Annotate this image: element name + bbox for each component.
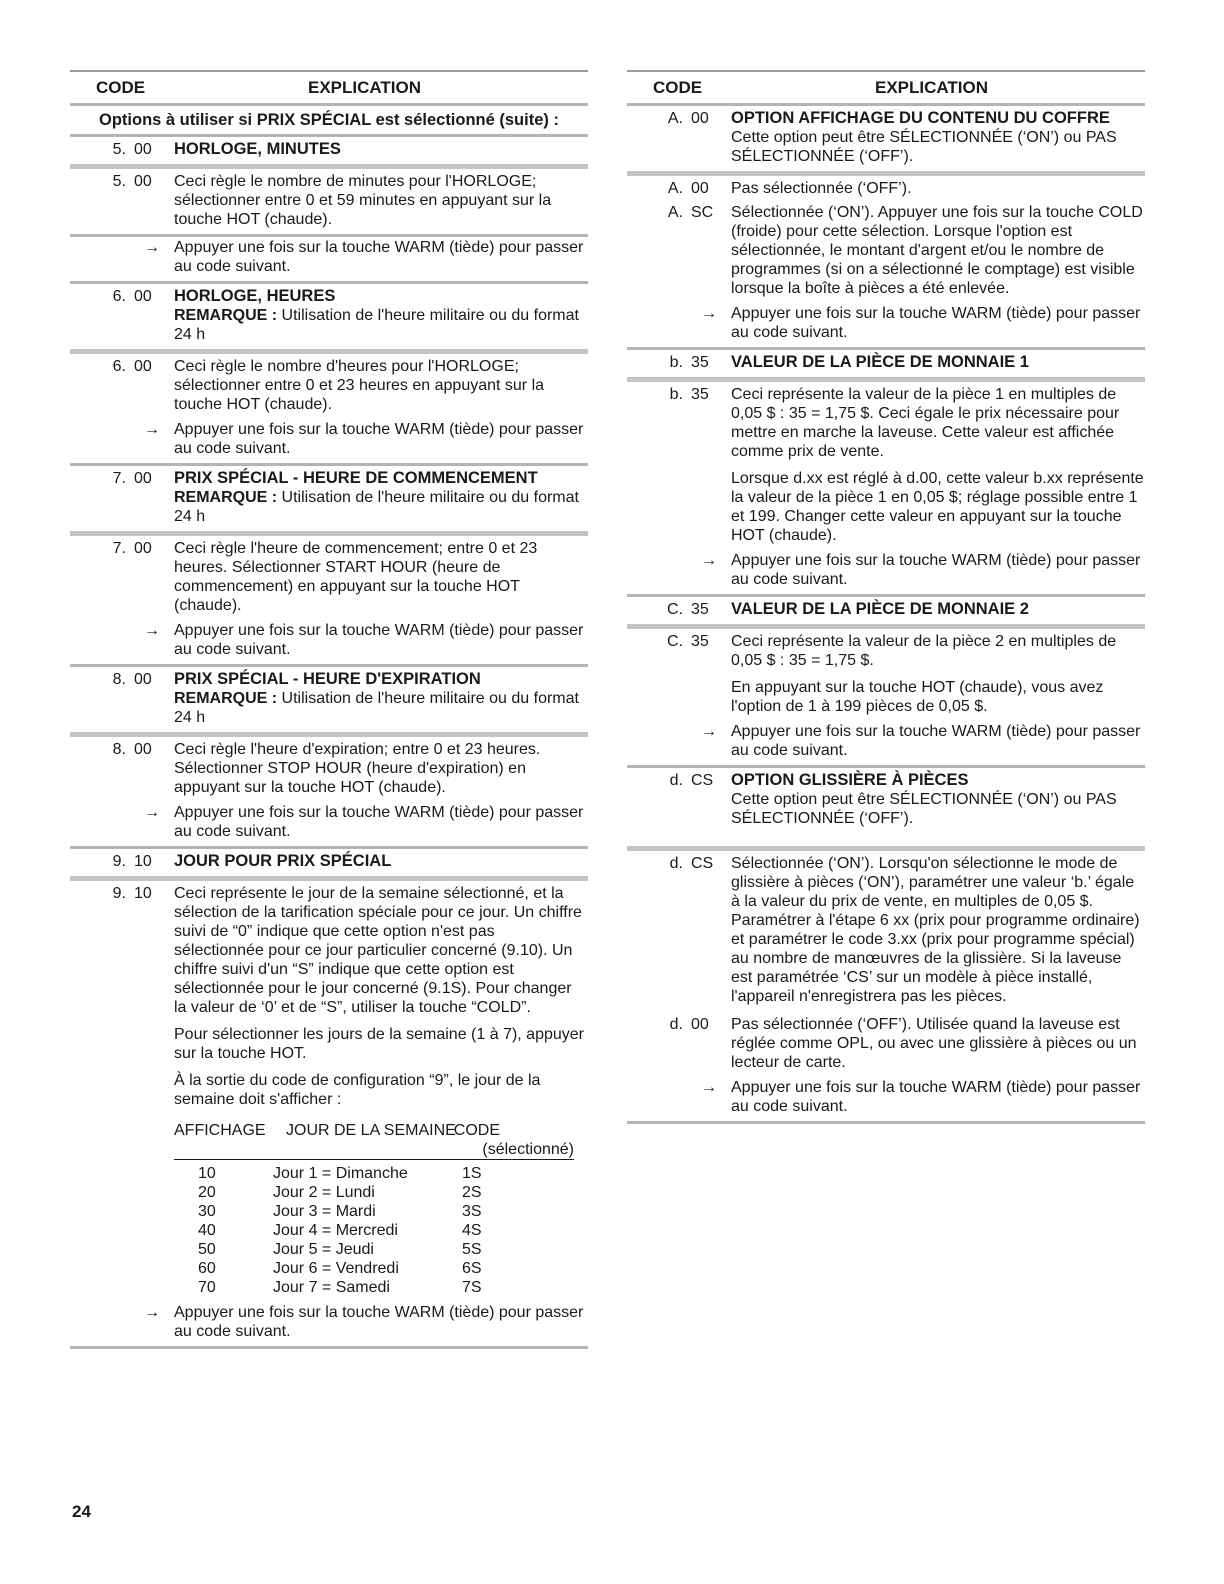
row-text: À la sortie du code de configuration “9”, le jour de la semaine doit s'afficher : (174, 1072, 541, 1108)
day-col-code (454, 1121, 574, 1159)
arrow-icon: → (701, 552, 717, 569)
row-text: Cette option peut être SÉLECTIONNÉE (‘ON’) ou PAS SÉLECTIONNÉE (‘OFF’). (731, 129, 1117, 165)
table-row (70, 354, 588, 466)
row-value: 00 (134, 358, 152, 375)
arrow-icon: → (144, 1304, 160, 1321)
row-text: En appuyant sur la touche HOT (chaude), vous avez l'option de 1 à 199 pièces de 0,05 $. (731, 679, 1104, 715)
day-table-header (174, 1121, 574, 1160)
table-row (70, 284, 588, 354)
remark-text: Utilisation de l'heure militaire ou du format 24 h (174, 489, 579, 525)
row-code: A. (667, 180, 683, 197)
row-title: OPTION AFFICHAGE DU CONTENU DU COFFRE (731, 109, 1110, 127)
day-code-cell: 7S (462, 1279, 482, 1296)
day-col-code-label: CODE (453, 1122, 500, 1139)
row-value: 00 (134, 741, 152, 758)
day-code-cell: 4S (462, 1222, 482, 1239)
remark-label: REMARQUE : (174, 489, 278, 506)
table-row (627, 106, 1145, 176)
row-code: 8. (112, 741, 126, 758)
day-display-cell: 10 (198, 1165, 216, 1182)
remark-label: REMARQUE : (174, 690, 278, 707)
day-display-cell: 30 (198, 1203, 216, 1220)
row-code: b. (669, 386, 683, 403)
row-text: Ceci représente la valeur de la pièce 2 en multiples de 0,05 $ : 35 = 1,75 $. (731, 633, 1117, 669)
row-value: 00 (134, 470, 152, 487)
row-text: Ceci règle le nombre de minutes pour l'HORLOGE; sélectionner entre 0 et 59 minutes en appuyant sur la touche HOT (chaude). (174, 173, 552, 228)
day-code-cell: 1S (462, 1165, 482, 1182)
day-table-row (198, 1240, 574, 1259)
row-code: 9. (112, 885, 126, 902)
row-code: 7. (112, 540, 126, 557)
day-name-cell: Jour 3 = Mardi (273, 1203, 376, 1220)
row-arrow-text: Appuyer une fois sur la touche WARM (tiède) pour passer au code suivant. (174, 622, 584, 658)
row-title: HORLOGE, HEURES (174, 287, 336, 305)
day-name-cell: Jour 2 = Lundi (273, 1184, 375, 1201)
row-code: d. (669, 855, 683, 872)
arrow-icon: → (701, 723, 717, 740)
day-code-cell: 3S (462, 1203, 482, 1220)
row-arrow-text: Appuyer une fois sur la touche WARM (tiède) pour passer au code suivant. (174, 1304, 584, 1340)
row-value: 00 (691, 180, 709, 197)
row-code: d. (669, 772, 683, 789)
row-code: 9. (112, 853, 126, 870)
row-value: 10 (134, 885, 152, 902)
row-value: 00 (134, 671, 152, 688)
row-value: 35 (691, 354, 709, 371)
day-name-cell: Jour 6 = Vendredi (273, 1260, 399, 1277)
table-row (70, 737, 588, 849)
table-row (70, 169, 588, 237)
arrow-icon: → (144, 622, 160, 639)
day-display-cell: 40 (198, 1222, 216, 1239)
day-col-code-sub: (sélectionné) (482, 1141, 574, 1158)
row-title: OPTION GLISSIÈRE À PIÈCES (731, 771, 969, 789)
remark-label: REMARQUE : (174, 307, 278, 324)
remark-text: Utilisation de l'heure militaire ou du format 24 h (174, 307, 579, 343)
row-value: 00 (134, 173, 152, 190)
row-arrow-text: Appuyer une fois sur la touche WARM (tiède) pour passer au code suivant. (174, 239, 584, 275)
day-table-row (198, 1278, 574, 1297)
table-row (70, 466, 588, 536)
row-title: HORLOGE, MINUTES (174, 140, 341, 158)
table-row (70, 536, 588, 667)
header-code: CODE (653, 78, 703, 97)
row-code: 8. (112, 671, 126, 688)
row-value: 00 (691, 110, 709, 127)
row-title: PRIX SPÉCIAL - HEURE DE COMMENCEMENT (174, 469, 538, 487)
table-row (627, 597, 1145, 629)
row-code: C. (667, 633, 683, 650)
day-col-jour: JOUR DE LA SEMAINE (286, 1122, 456, 1139)
row-value: 35 (691, 386, 709, 403)
row-arrow-text: Appuyer une fois sur la touche WARM (tiède) pour passer au code suivant. (731, 1079, 1141, 1115)
day-name-cell: Jour 7 = Samedi (273, 1279, 390, 1296)
row-value: SC (691, 204, 714, 221)
row-value: CS (691, 772, 714, 789)
row-title: VALEUR DE LA PIÈCE DE MONNAIE 1 (731, 353, 1029, 371)
row-code: 5. (112, 141, 126, 158)
day-name-cell: Jour 1 = Dimanche (273, 1165, 408, 1182)
row-text: Cette option peut être SÉLECTIONNÉE (‘ON’) ou PAS SÉLECTIONNÉE (‘OFF’). (731, 791, 1117, 827)
row-arrow-text: Appuyer une fois sur la touche WARM (tiède) pour passer au code suivant. (174, 804, 584, 840)
table-row (627, 1012, 1145, 1124)
row-arrow-text: Appuyer une fois sur la touche WARM (tiède) pour passer au code suivant. (731, 305, 1141, 341)
header-explication: EXPLICATION (308, 78, 422, 97)
table-row (70, 137, 588, 169)
row-text: Pas sélectionnée (‘OFF’). (731, 180, 912, 197)
row-code: 6. (112, 288, 126, 305)
row-arrow-text: Appuyer une fois sur la touche WARM (tiède) pour passer au code suivant. (731, 723, 1141, 759)
row-text: Pas sélectionnée (‘OFF’). Utilisée quand la laveuse est réglée comme OPL, ou avec une glissière à pièces ou un lecteur de carte. (731, 1016, 1137, 1071)
table-row (627, 382, 1145, 597)
table-row (627, 176, 1145, 200)
page-number: 24 (72, 1502, 91, 1521)
row-code: d. (669, 1016, 683, 1033)
day-table-row (198, 1202, 574, 1221)
row-code: 6. (112, 358, 126, 375)
row-text: Lorsque d.xx est réglé à d.00, cette valeur b.xx représente la valeur de la pièce 1 en 0,05 $; réglage possible entre 1 et 199. Changer cette valeur en appuyant sur la touche HOT (chaude). (731, 470, 1144, 544)
table-row (627, 768, 1145, 851)
table-row (70, 667, 588, 737)
row-text: Ceci représente la valeur de la pièce 1 en multiples de 0,05 $ : 35 = 1,75 $. Ceci égale le prix nécessaire pour mettre en marche la laveuse. Cette valeur est affichée comme prix de vente. (731, 386, 1120, 460)
left-table (70, 70, 588, 1349)
header-explication: EXPLICATION (875, 78, 989, 97)
section-banner: Options à utiliser si PRIX SPÉCIAL est sélectionné (suite) : (70, 106, 588, 137)
row-value: 10 (134, 853, 152, 870)
table-row (627, 350, 1145, 382)
table-row (627, 629, 1145, 768)
row-code: b. (669, 354, 683, 371)
row-value: CS (691, 855, 714, 872)
row-arrow-text: Appuyer une fois sur la touche WARM (tiède) pour passer au code suivant. (174, 421, 584, 457)
row-code: A. (667, 204, 683, 221)
row-title: PRIX SPÉCIAL - HEURE D'EXPIRATION (174, 670, 481, 688)
day-name-cell: Jour 5 = Jeudi (273, 1241, 374, 1258)
row-value: 35 (691, 633, 709, 650)
day-code-cell: 6S (462, 1260, 482, 1277)
row-code: 7. (112, 470, 126, 487)
row-title: JOUR POUR PRIX SPÉCIAL (174, 852, 392, 870)
day-code-cell: 2S (462, 1184, 482, 1201)
row-arrow-text: Appuyer une fois sur la touche WARM (tiède) pour passer au code suivant. (731, 552, 1141, 588)
day-col-affichage: AFFICHAGE (174, 1122, 266, 1139)
row-text: Ceci règle le nombre d'heures pour l'HORLOGE; sélectionner entre 0 et 23 heures en appuyant sur la touche HOT (chaude). (174, 358, 545, 413)
day-table-row (198, 1221, 574, 1240)
arrow-icon: → (701, 1079, 717, 1096)
row-code: 5. (112, 173, 126, 190)
day-display-cell: 70 (198, 1279, 216, 1296)
day-name-cell: Jour 4 = Mercredi (273, 1222, 398, 1239)
day-display-cell: 60 (198, 1260, 216, 1277)
day-table (174, 1121, 574, 1297)
day-display-cell: 20 (198, 1184, 216, 1201)
table-header (70, 70, 588, 106)
row-code: A. (667, 110, 683, 127)
row-value: 00 (134, 141, 152, 158)
table-row (70, 849, 588, 881)
row-code: C. (667, 601, 683, 618)
day-display-cell: 50 (198, 1241, 216, 1258)
arrow-icon: → (144, 421, 160, 438)
arrow-icon: → (144, 239, 160, 256)
row-value: 00 (134, 540, 152, 557)
row-text: Ceci règle l'heure d'expiration; entre 0 et 23 heures. Sélectionner STOP HOUR (heure d'expiration) en appuyant sur la touche HOT (chaude). (174, 741, 541, 796)
row-text: Ceci représente le jour de la semaine sélectionné, et la sélection de la tarification spéciale pour ce jour. Un chiffre suivi de “0” indique que cette option n'est pas sélectionnée pour ce jour particulier concerné (9.10). Un chiffre suivi d'un “S” indique que cette option est sélectionnée pour le jour concerné (9.1S). Pour changer la valeur de ‘0’ et de “S”, utiliser la touche “COLD”. (174, 885, 582, 1016)
day-table-row (198, 1259, 574, 1278)
row-value: 00 (134, 288, 152, 305)
row-text: Pour sélectionner les jours de la semaine (1 à 7), appuyer sur la touche HOT. (174, 1026, 584, 1062)
row-text: Ceci règle l'heure de commencement; entre 0 et 23 heures. Sélectionner START HOUR (heure de commencement) en appuyant sur la touche HOT (chaude). (174, 540, 538, 614)
day-table-row (198, 1183, 574, 1202)
row-text: Sélectionnée (‘ON’). Lorsqu'on sélectionne le mode de glissière à pièces (‘ON’), paramétrer une valeur ‘b.’ égale à la valeur du prix de vente, en multiples de 0,05 $. Paramétrer à l'étape 6 xx (prix pour programme ordinaire) et paramétrer le code 3.xx (prix pour programme spécial) au nombre de manœuvres de la glissière. Si la laveuse est paramétrée ‘CS’ sur un modèle à pièce installé, l'appareil n'enregistrera pas les pièces. (731, 855, 1140, 1005)
arrow-icon: → (701, 305, 717, 322)
day-code-cell: 5S (462, 1241, 482, 1258)
table-header (627, 70, 1145, 106)
table-row (627, 200, 1145, 350)
remark-text: Utilisation de l'heure militaire ou du format 24 h (174, 690, 579, 726)
day-table-row (198, 1164, 574, 1183)
row-value: 00 (691, 1016, 709, 1033)
table-row (627, 851, 1145, 1012)
header-code: CODE (96, 78, 146, 97)
row-value: 35 (691, 601, 709, 618)
table-row (70, 881, 588, 1349)
right-table (627, 70, 1145, 1124)
row-title: VALEUR DE LA PIÈCE DE MONNAIE 2 (731, 600, 1029, 618)
arrow-icon: → (144, 804, 160, 821)
row-text: Sélectionnée (‘ON’). Appuyer une fois sur la touche COLD (froide) pour cette sélection. Lorsque l'option est sélectionnée, le montant d'argent et/ou le nombre de programmes (si on a sélectionné le comptage) est visible lorsque la boîte à pièces a été enlevée. (731, 204, 1143, 297)
table-row (70, 238, 588, 284)
